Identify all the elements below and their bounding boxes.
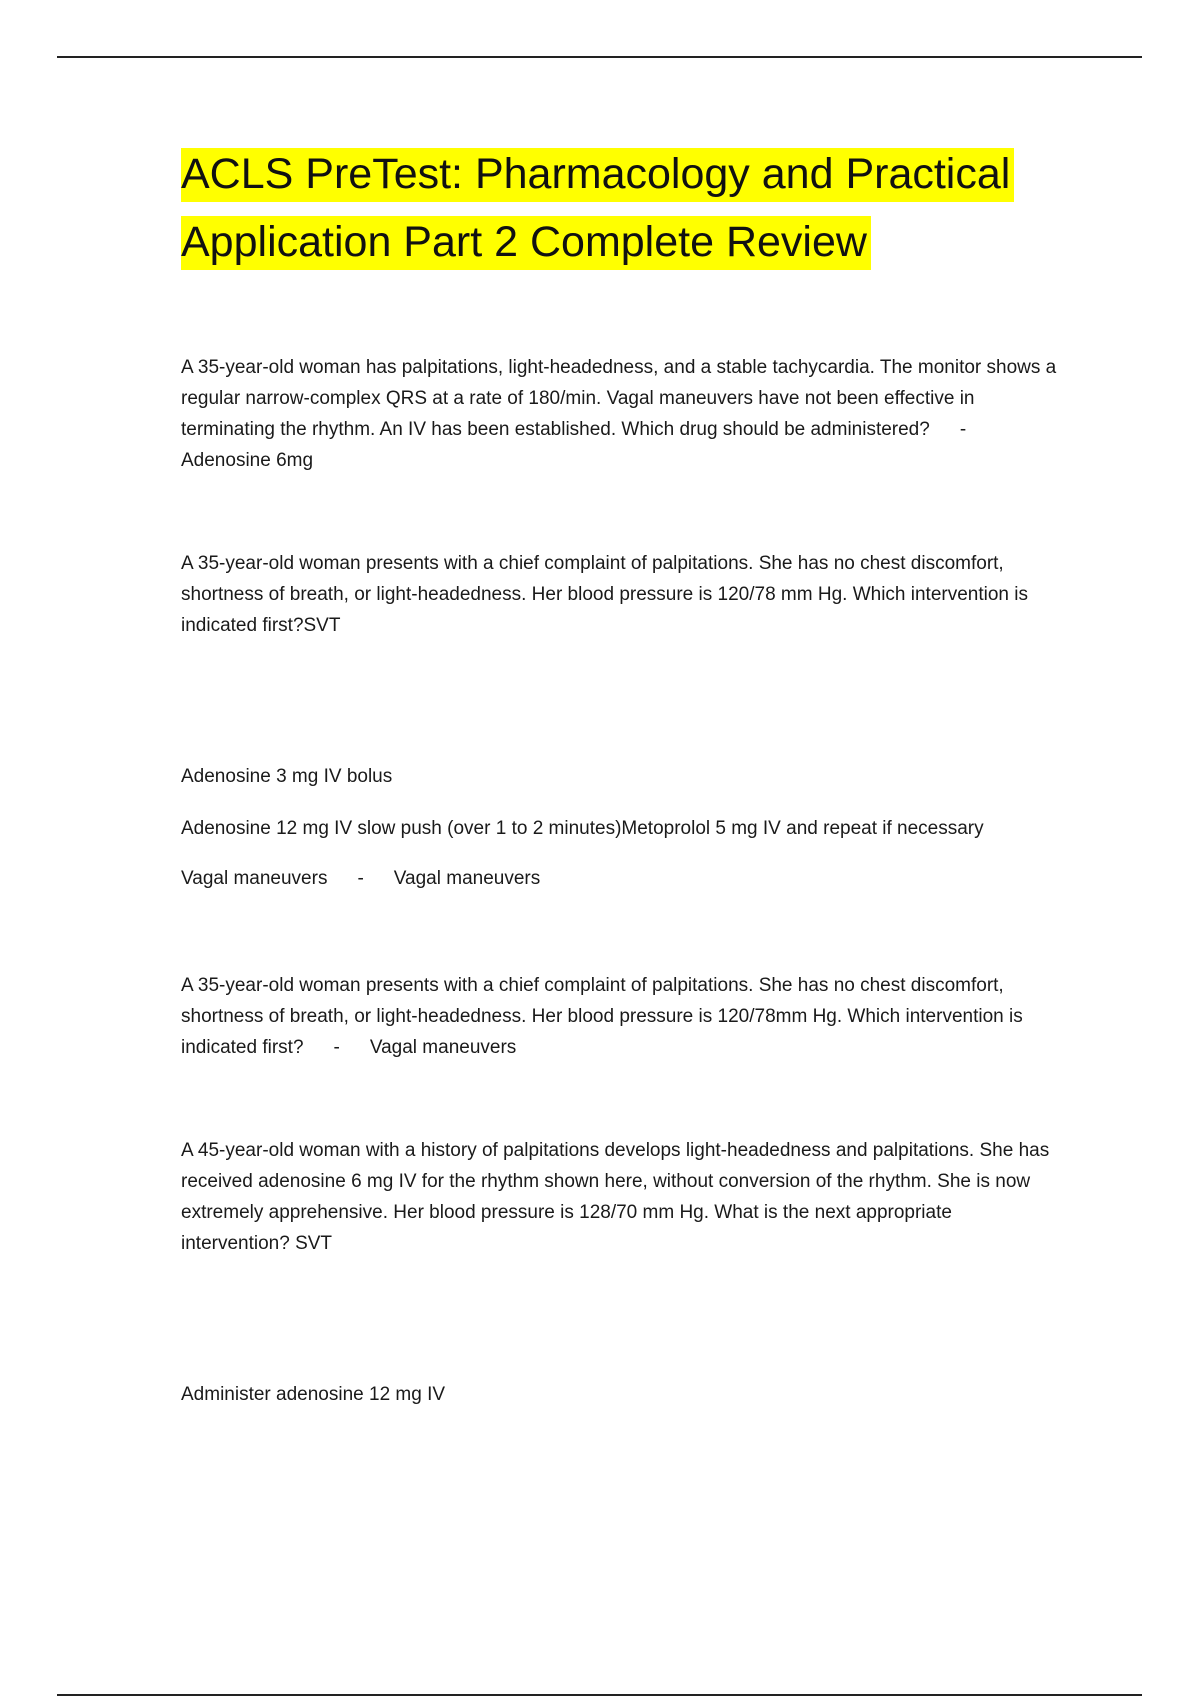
question-3-text: A 35-year-old woman presents with a chief complaint of palpitations. She has no chest discomfort, shortness of breath, or light-headedness. Her blood pressure is 120/78mm Hg. Which intervention is indicated first?	[181, 975, 1023, 1058]
top-rule	[57, 56, 1142, 58]
answer-separator: -	[357, 868, 364, 889]
document-body	[181, 140, 1061, 1405]
question-4-text: A 45-year-old woman with a history of palpitations develops light-headedness and palpitations. She has received adenosine 6 mg IV for the rhythm shown here, without conversion of the rhythm. She is now extremely apprehensive. Her blood pressure is 128/70 mm Hg. What is the next appropriate intervention? SVT	[181, 1140, 1050, 1254]
question-2-text: A 35-year-old woman presents with a chief complaint of palpitations. She has no chest discomfort, shortness of breath, or light-headedness. Her blood pressure is 120/78 mm Hg. Which intervention is indicated first?SVT	[181, 553, 1028, 636]
option-b: Adenosine 12 mg IV slow push (over 1 to 2 minutes)Metoprolol 5 mg IV and repeat if necessary	[181, 818, 984, 839]
option-c-text: Vagal maneuvers	[181, 868, 328, 889]
question-3	[181, 970, 1061, 1063]
title-highlight: ACLS PreTest: Pharmacology and Practical Application Part 2 Complete Review	[181, 148, 1014, 270]
option-a: Adenosine 3 mg IV bolus	[181, 766, 393, 787]
question-1-answer: Adenosine 6mg	[181, 450, 314, 471]
bottom-rule	[57, 1694, 1142, 1696]
question-3-answer: Vagal maneuvers	[369, 1037, 517, 1058]
question-2	[181, 548, 1061, 641]
answer-separator: -	[959, 419, 967, 440]
question-1	[181, 352, 1061, 476]
option-c-answer: Vagal maneuvers	[393, 868, 541, 889]
option-c	[181, 863, 1061, 894]
question-1-text: A 35-year-old woman has palpitations, light-headedness, and a stable tachycardia. The monitor shows a regular narrow-complex QRS at a rate of 180/min. Vagal maneuvers have not been effective in terminating the rhythm. An IV has been established. Which drug should be administered?	[181, 357, 1057, 440]
answer-separator: -	[333, 1037, 340, 1058]
question-4	[181, 1135, 1061, 1259]
document-title	[181, 140, 1061, 276]
option-d: Administer adenosine 12 mg IV	[181, 1384, 446, 1405]
